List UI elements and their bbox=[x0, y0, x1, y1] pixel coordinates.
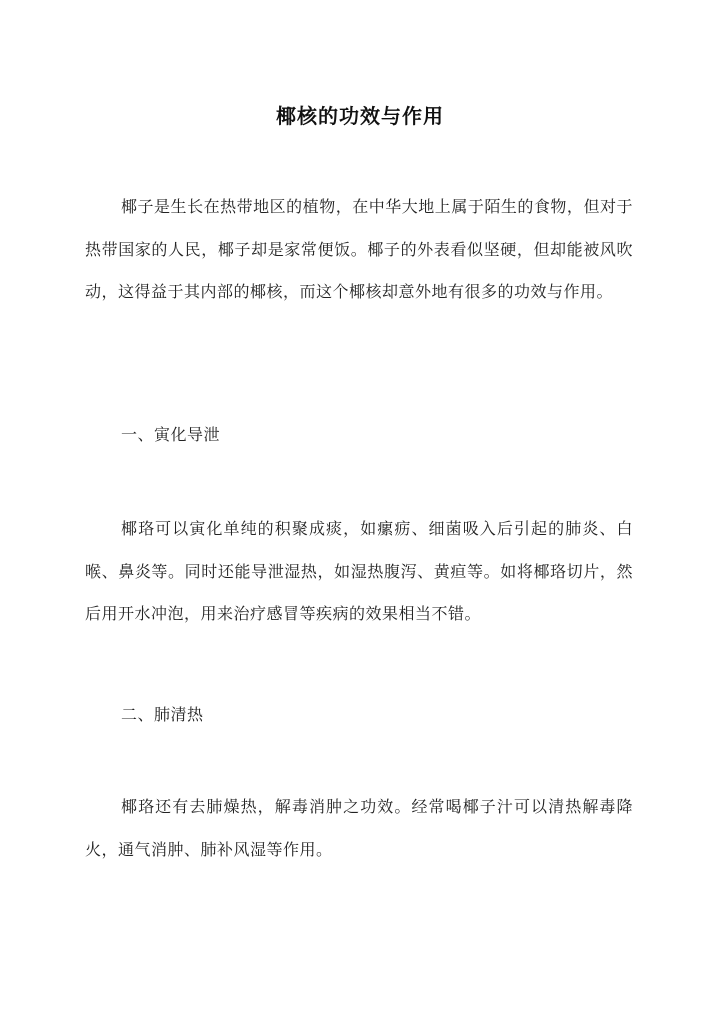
intro-paragraph: 椰子是生长在热带地区的植物，在中华大地上属于陌生的食物，但对于热带国家的人民，椰子却是家常便饭。椰子的外表看似坚硬，但却能被风吹动，这得益于其内部的椰核，而这个椰核却意外地有很多的功效与作用。 bbox=[85, 197, 633, 301]
section-heading-2: 二、肺清热 bbox=[121, 705, 204, 724]
section-body-2: 椰珞还有去肺燥热，解毒消肿之功效。经常喝椰子汁可以清热解毒降火，通气消肿、肺补风湿等作用。 bbox=[85, 797, 633, 859]
section-body-1: 椰珞可以寅化单纯的积聚成痰，如瘰疬、细菌吸入后引起的肺炎、白喉、鼻炎等。同时还能导泄湿热，如湿热腹泻、黄疸等。如将椰珞切片，然后用开水冲泡，用来治疗感冒等疾病的效果相当不错。 bbox=[85, 519, 633, 623]
section-heading-1: 一、寅化导泄 bbox=[121, 425, 221, 444]
document-title: 椰核的功效与作用 bbox=[276, 104, 444, 129]
